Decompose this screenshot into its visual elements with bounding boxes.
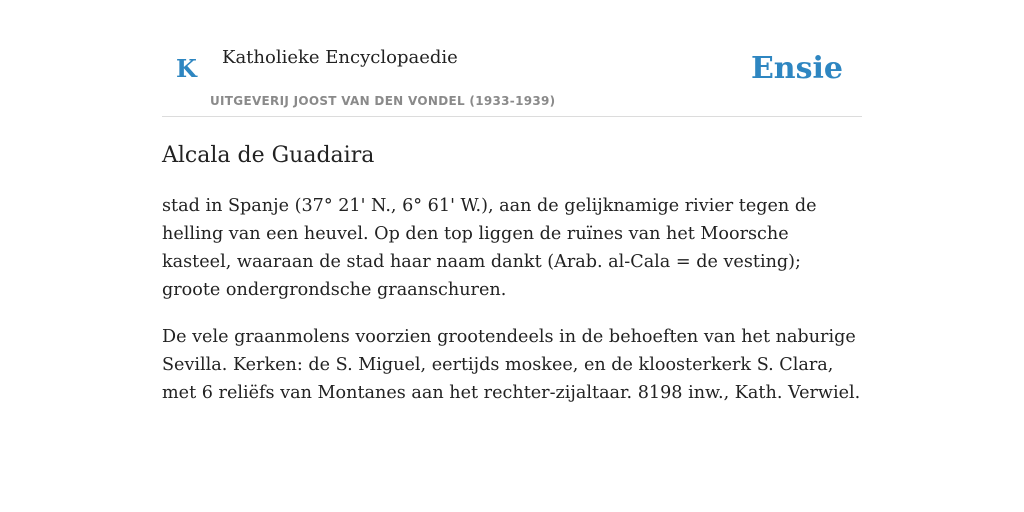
publication-title[interactable]: Katholieke Encyclopaedie: [222, 47, 458, 68]
article-paragraph: stad in Spanje (37° 21' N., 6° 61' W.), aan de gelijknamige rivier tegen de helling van een heuvel. Op den top liggen de ruïnes van het Moorsche kasteel, waaraan de stad haar naam dankt (Arab. al-Cala = de vesting); groote ondergrondsche graanschuren.: [162, 196, 817, 300]
publisher-subtitle: UITGEVERIJ JOOST VAN DEN VONDEL (1933-1939): [210, 94, 556, 108]
encyclopedia-logo[interactable]: K: [176, 54, 197, 83]
page-container: [162, 0, 862, 407]
ensie-brand-link[interactable]: Ensie: [750, 51, 843, 86]
page-header: [162, 0, 862, 117]
article-title: Alcala de Guadaira: [162, 143, 375, 168]
article-paragraph: De vele graanmolens voorzien grootendeels in de behoeften van het naburige Sevilla. Kerken: de S. Miguel, eertijds moskee, en de kloosterkerk S. Clara, met 6 reliëfs van Montanes aan het rechter-zijaltaar. 8198 inw., Kath. Verwiel.: [162, 327, 861, 403]
